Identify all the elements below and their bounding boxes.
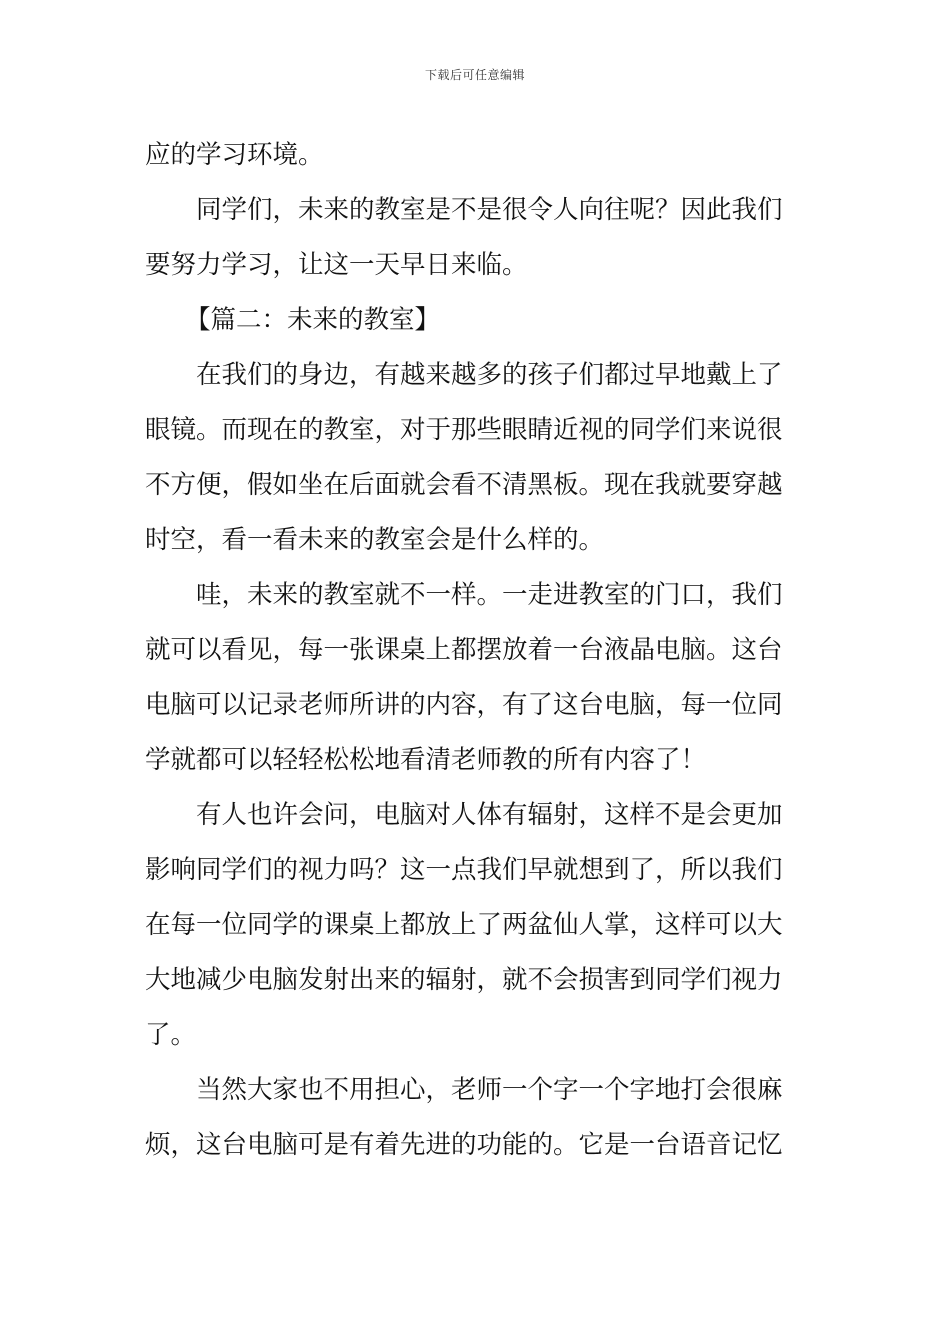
paragraph-first-line: 有人也许会问，电脑对人体有辐射，这样不是会更加 [196, 800, 783, 830]
text-line: 大地减少电脑发射出来的辐射，就不会损害到同学们视力 [145, 965, 783, 995]
text-line: 烦，这台电脑可是有着先进的功能的。它是一台语音记忆 [145, 1130, 783, 1160]
paragraph-first-line: 哇，未来的教室就不一样。一走进教室的门口，我们 [196, 580, 783, 610]
text-line: 就可以看见，每一张课桌上都摆放着一台液晶电脑。这台 [145, 635, 783, 665]
document-body [145, 128, 807, 1173]
page-header-note: 下载后可任意编辑 [424, 68, 525, 82]
paragraph-first-line: 同学们，未来的教室是不是很令人向往呢？因此我们 [196, 195, 783, 225]
text-line: 了。 [145, 1020, 197, 1050]
text-line: 应的学习环境。 [145, 140, 324, 170]
paragraph-first-line: 当然大家也不用担心，老师一个字一个字地打会很麻 [196, 1075, 783, 1105]
paragraph-first-line: 在我们的身边，有越来越多的孩子们都过早地戴上了 [196, 360, 783, 390]
section-heading: 【篇二：未来的教室】 [185, 305, 441, 335]
text-line: 影响同学们的视力吗？这一点我们早就想到了，所以我们 [145, 855, 783, 885]
text-line: 不方便，假如坐在后面就会看不清黑板。现在我就要穿越 [145, 470, 783, 500]
text-line: 电脑可以记录老师所讲的内容，有了这台电脑，每一位同 [145, 690, 783, 720]
text-line: 学就都可以轻轻松松地看清老师教的所有内容了！ [145, 745, 707, 775]
text-line: 在每一位同学的课桌上都放上了两盆仙人掌，这样可以大 [145, 910, 783, 940]
text-line: 眼镜。而现在的教室，对于那些眼睛近视的同学们来说很 [145, 415, 783, 445]
text-line: 时空，看一看未来的教室会是什么样的。 [145, 525, 605, 555]
text-line: 要努力学习，让这一天早日来临。 [145, 250, 528, 280]
